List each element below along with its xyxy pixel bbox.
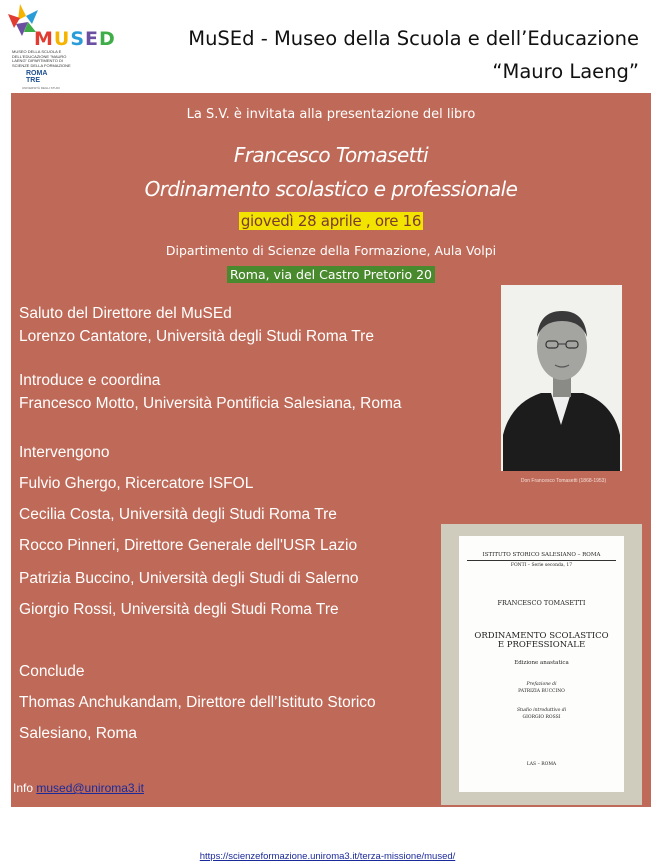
greeting-label: Saluto del Direttore del MuSEd [19,305,232,322]
book-cover-frame [441,524,642,805]
conclusion-person-cont: Salesiano, Roma [19,725,138,742]
footer-url-link[interactable]: https://scienzeformazione.uniroma3.it/terza-missione/mused/ [199,851,456,862]
info-line [13,781,144,795]
event-address: Roma, via del Castro Pretorio 20 [227,266,435,283]
book-title: Ordinamento scolastico e professionale [144,177,518,201]
cover-edition: Edizione anastatica [514,660,569,666]
speaker-item: Rocco Pinneri, Direttore Generale dell'USR Lazio [19,537,358,554]
conclusion-person: Thomas Anchukandam, Direttore dell’Istituto Storico [19,694,376,711]
cover-title-line1: ORDINAMENTO SCOLASTICO [474,631,609,641]
cover-publisher: LAS – ROMA [526,762,557,767]
portrait-caption: Don Francesco Tomasetti (1868-1953) [520,478,607,484]
cover-author: FRANCESCO TOMASETTI [497,599,586,607]
speakers-label: Intervengono [19,444,110,461]
speaker-item: Fulvio Ghergo, Ricercatore ISFOL [19,475,254,492]
logo-wordmark: MUSED [34,28,116,50]
portrait-image [501,285,622,471]
header-title-line2: “Mauro Laeng” [492,60,639,83]
event-date: giovedì 28 aprile , ore 16 [240,212,422,230]
event-department: Dipartimento di Scienze della Formazione, Aula Volpi [165,243,497,258]
conclusion-label: Conclude [19,663,85,680]
speaker-item: Patrizia Buccino, Università degli Studi di Salerno [19,570,359,587]
speaker-item: Giorgio Rossi, Università degli Studi Roma Tre [19,601,339,618]
roma-tre-logo: ROMA TRE [26,70,48,84]
cover-institute: ISTITUTO STORICO SALESIANO – ROMA [482,552,601,558]
cover-intro-label: Studio introduttivo di [516,708,567,713]
cover-preface-author: PATRIZIA BUCCINO [518,689,565,694]
invite-text: La S.V. è invitata alla presentazione del libro [186,107,476,122]
book-author: Francesco Tomasetti [233,143,429,167]
intro-label: Introduce e coordina [19,372,161,389]
info-label: Info [13,781,34,795]
cover-rule [467,560,616,561]
intro-person: Francesco Motto, Università Pontificia Salesiana, Roma [19,395,402,412]
greeting-person: Lorenzo Cantatore, Università degli Studi Roma Tre [19,328,374,345]
cover-intro-author: GIORGIO ROSSI [522,715,561,720]
invitation-panel [11,93,651,807]
roma-tre-logo-subtitle: UNIVERSITÀ DEGLI STUDI [22,86,60,90]
book-cover [459,536,624,792]
header-title [179,22,639,88]
speaker-item: Cecilia Costa, Università degli Studi Roma Tre [19,506,337,523]
cover-title-line2: E PROFESSIONALE [497,640,586,650]
cover-series: FONTI – Serie seconda, 17 [510,563,573,568]
cover-preface-label: Prefazione di [526,682,557,687]
header-title-line1: MuSEd - Museo della Scuola e dell’Educazione [188,27,639,50]
logo-subtitle: MUSEO DELLA SCUOLA E DELL'EDUCAZIONE "MAURO LAENG" DIPARTIMENTO DI SCIENZE DELLA FORMAZIONE [12,49,71,68]
portrait-photo [501,285,622,471]
info-email-link[interactable]: mused@uniroma3.it [36,781,144,795]
